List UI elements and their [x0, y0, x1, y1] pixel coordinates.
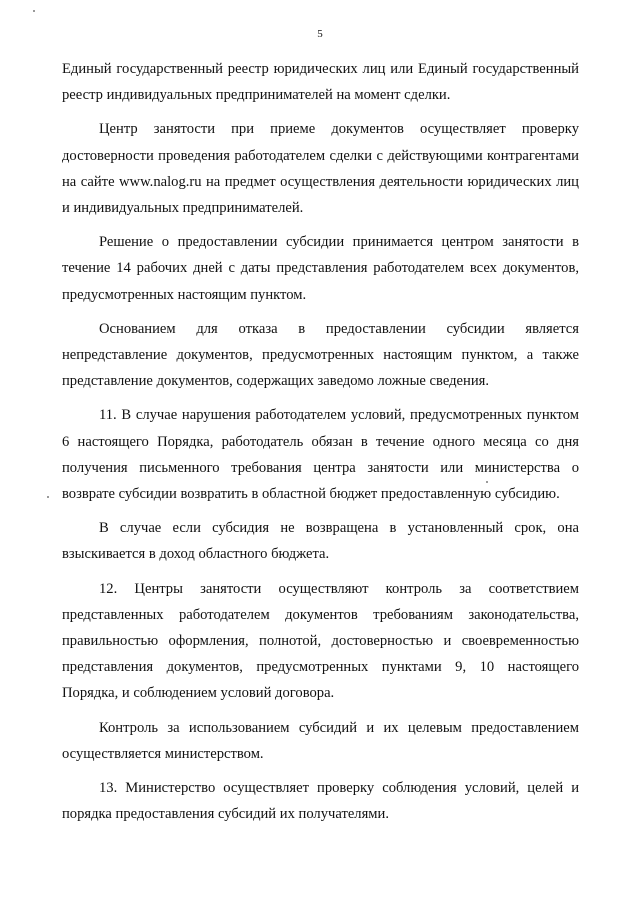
paragraph-refusal-grounds: Основанием для отказа в предоставлении субсидии является непредставление документов, предусмотренных настоящим пунктом, а также представление документов, содержащих заведомо ложные сведения. — [62, 320, 579, 390]
paragraph-ministry-control: Контроль за использованием субсидий и их целевым предоставлением осуществляется министерством. — [62, 719, 579, 762]
paragraph-document-check: Центр занятости при приеме документов осуществляет проверку достоверности проведения работодателем сделки с действующими контрагентами на сайте www.nalog.ru на предмет осуществления деятельности юридических лиц и индивидуальных предпринимателей. — [62, 121, 579, 217]
scan-speck — [33, 10, 35, 12]
scan-speck — [47, 496, 49, 498]
document-body — [62, 56, 579, 835]
paragraph-continuation: Единый государственный реестр юридических лиц или Единый государственный реестр индивидуальных предпринимателей на момент сделки. — [62, 61, 579, 104]
scan-speck — [486, 481, 488, 483]
paragraph-item-11: 11. В случае нарушения работодателем условий, предусмотренных пунктом 6 настоящего Порядка, работодатель обязан в течение одного месяца со дня получения письменного требования центра занятости или министерства о возврате субсидии возвратить в областной бюджет предоставленную субсидию. — [62, 407, 579, 503]
paragraph-subsidy-decision: Решение о предоставлении субсидии принимается центром занятости в течение 14 рабочих дней с даты представления работодателем всех документов, предусмотренных настоящим пунктом. — [62, 234, 579, 303]
paragraph-item-12: 12. Центры занятости осуществляют контроль за соответствием представленных работодателем документов требованиям законодательства, правильностью оформления, полнотой, достоверностью и своевременностью представления документов, предусмотренных пунктами 9, 10 настоящего Порядка, и соблюдением условий договора. — [62, 580, 579, 702]
paragraph-item-13: 13. Министерство осуществляет проверку соблюдения условий, целей и порядка предоставления субсидий их получателями. — [62, 780, 579, 823]
paragraph-recovery: В случае если субсидия не возвращена в установленный срок, она взыскивается в доход областного бюджета. — [62, 520, 579, 563]
page-number: 5 — [317, 28, 323, 40]
